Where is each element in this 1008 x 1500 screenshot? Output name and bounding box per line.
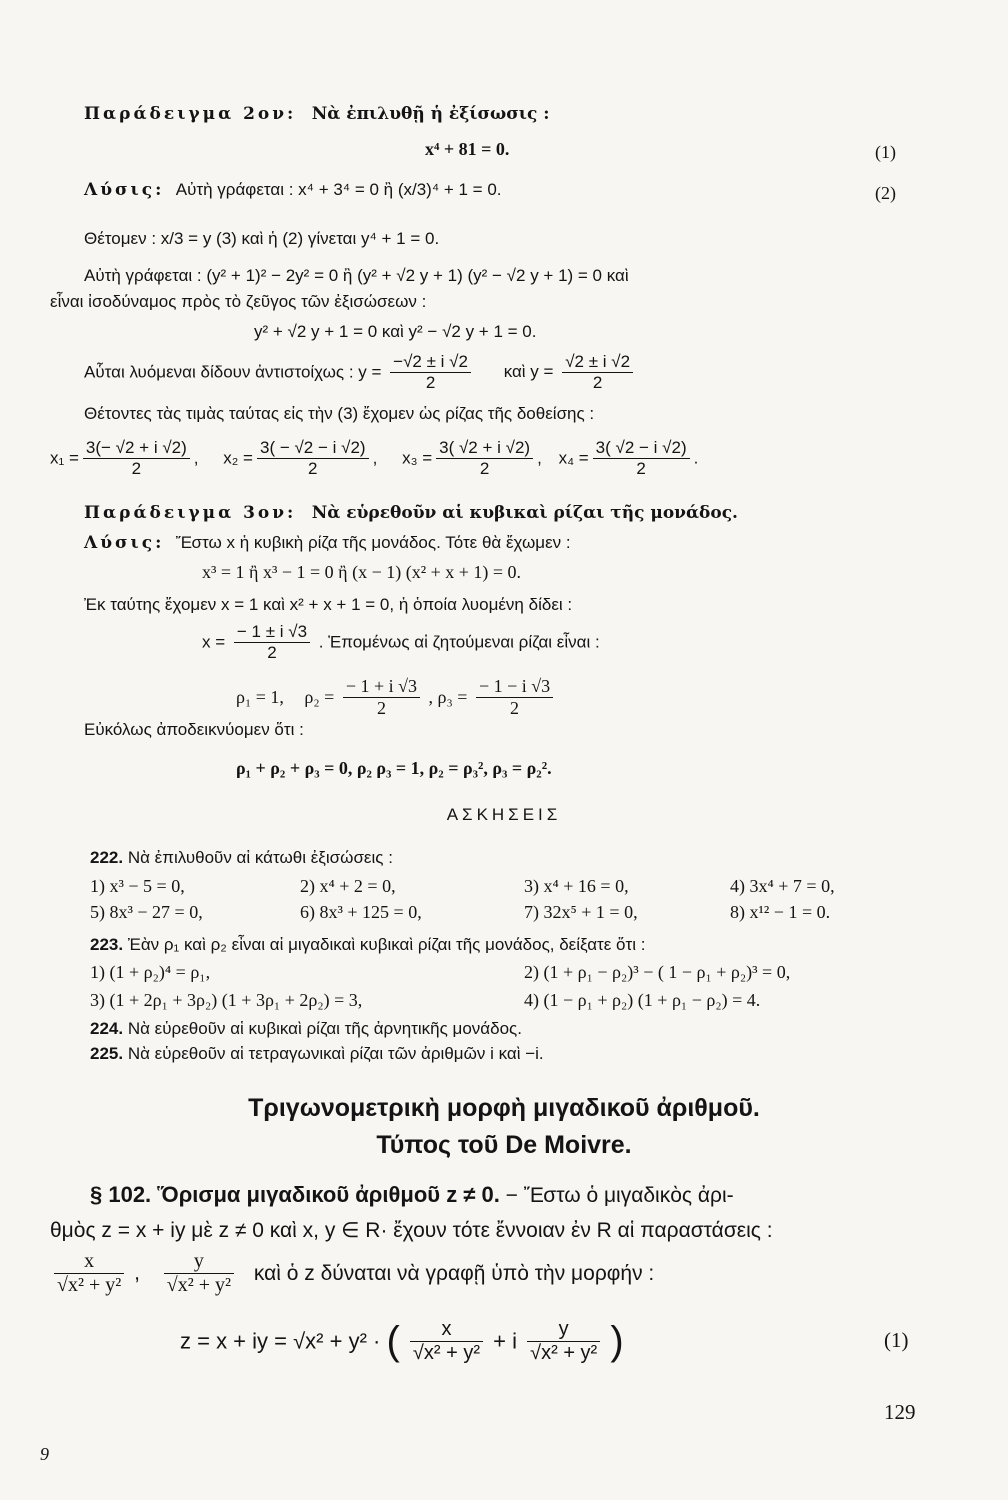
exercise-item: 4) (1 − ρ₁ + ρ₂) (1 + ρ₁ − ρ₂) = 4. xyxy=(524,990,761,1010)
numerator: 3( − √2 − i √2) xyxy=(257,438,369,459)
root-label: x₁ = xyxy=(50,448,79,468)
separator: , xyxy=(537,448,542,468)
exercises-heading: ΑΣΚΗΣΕΙΣ xyxy=(446,805,562,824)
roots-line xyxy=(50,438,698,478)
example3-solution xyxy=(84,533,571,554)
formula-left: z = x + iy = √x² + y² · xyxy=(180,1328,381,1354)
form-text: καὶ ὁ z δύναται νὰ γραφῇ ὑπὸ τὴν μορφήν : xyxy=(253,1261,655,1285)
rho3-label: , ρ₃ = xyxy=(428,686,468,707)
numerator: − 1 ± i √3 xyxy=(234,622,310,643)
fraction xyxy=(54,1250,124,1297)
x-solution-line xyxy=(202,622,600,662)
cube-equation-line: x³ = 1 ἢ x³ − 1 = 0 ἢ (x − 1) (x² + x + 1) = 0. xyxy=(202,562,522,582)
rho1: ρ₁ = 1, xyxy=(236,686,284,707)
exercise-item: 3) (1 + 2ρ₁ + 3ρ₂) (1 + 3ρ₁ + 2ρ₂) = 3, xyxy=(90,990,363,1010)
exercise-number: 225. xyxy=(90,1044,124,1063)
easily-line: Εὐκόλως ἀποδεικνύομεν ὅτι : xyxy=(84,720,304,739)
numerator: y xyxy=(164,1250,234,1274)
denominator: √x² + y² xyxy=(166,1274,232,1296)
numerator: 3(− √2 + i √2) xyxy=(83,438,190,459)
equation-number: (1) xyxy=(884,1328,909,1352)
equation-number: (2) xyxy=(875,183,896,203)
root-item xyxy=(402,438,542,478)
fraction xyxy=(593,438,690,478)
exercise-text: Νὰ ἐπιλυθοῦν αἱ κάτωθι ἐξισώσεις : xyxy=(127,848,393,867)
root-label: x₃ = xyxy=(402,448,433,468)
fraction xyxy=(234,622,310,662)
denominator: 2 xyxy=(308,458,318,478)
equation-pair: y² + √2 y + 1 = 0 καὶ y² − √2 y + 1 = 0. xyxy=(254,322,537,341)
numerator: √2 ± i √2 xyxy=(562,352,633,373)
example2-solution xyxy=(84,180,502,201)
fraction xyxy=(390,352,471,392)
root-label: x₄ = xyxy=(558,448,589,468)
exercise-item: 1) x³ − 5 = 0, xyxy=(90,876,185,896)
exercise-text: Νὰ εὑρεθοῦν αἱ τετραγωνικαὶ ρίζαι τῶν ἀριθμῶν i καὶ −i. xyxy=(127,1044,544,1063)
denominator: 2 xyxy=(131,458,142,478)
exercise-225 xyxy=(90,1044,544,1064)
section-subtitle: Τύπος τοῦ De Moivre. xyxy=(376,1131,632,1159)
right-paren: ) xyxy=(610,1319,624,1363)
denominator: 2 xyxy=(479,458,490,478)
fraction xyxy=(476,676,553,718)
left-paren: ( xyxy=(386,1319,400,1363)
denominator: 2 xyxy=(510,697,520,718)
plus-i: + i xyxy=(493,1328,517,1354)
x-label: x = xyxy=(202,632,226,652)
exercise-item: 2) x⁴ + 2 = 0, xyxy=(300,876,396,896)
solution-text: Ἔστω x ἡ κυβικὴ ρίζα τῆς μονάδος. Τότε θὰ ἔχωμεν : xyxy=(175,533,571,552)
fraction xyxy=(410,1318,483,1365)
equation-number: (1) xyxy=(875,142,896,162)
exercise-item: 8) x¹² − 1 = 0. xyxy=(730,902,831,922)
exercise-223 xyxy=(90,935,645,955)
exercise-item: 1) (1 + ρ₂)⁴ = ρ₁, xyxy=(90,962,211,982)
root-item xyxy=(223,438,378,478)
identities-line: ρ₁ + ρ₂ + ρ₃ = 0, ρ₂ ρ₃ = 1, ρ₂ = ρ₃², ρ₃ = ρ₂². xyxy=(236,758,552,778)
fraction xyxy=(83,438,190,478)
exercise-text: Νὰ εὑρεθοῦν αἱ κυβικαὶ ρίζαι τῆς ἀρνητικῆς μονάδος. xyxy=(127,1019,522,1038)
exercise-item: 3) x⁴ + 16 = 0, xyxy=(524,876,629,896)
example3-prompt: Νὰ εὑρεθοῦν αἱ κυβικαὶ ρίζαι τῆς μονάδος. xyxy=(311,503,738,523)
exercise-number: 223. xyxy=(90,935,124,954)
exercise-item: 6) 8x³ + 125 = 0, xyxy=(300,902,422,922)
comma: , xyxy=(134,1261,140,1285)
from-this-line: Ἐκ ταύτης ἔχομεν x = 1 καὶ x² + x + 1 = 0, ἡ ὁποία λυομένη δίδει : xyxy=(84,595,573,614)
exercise-text: Ἐὰν ρ₁ καὶ ρ₂ εἶναι αἱ μιγαδικαὶ κυβικαὶ ρίζαι τῆς μονάδος, δείξατε ὅτι : xyxy=(127,935,646,954)
fraction xyxy=(343,676,420,718)
paragraph-102-line2: θμὸς z = x + iy μὲ z ≠ 0 καὶ x, y ∈ R· ἔχουν τότε ἔννοιαν ἐν R αἱ παραστάσεις : xyxy=(50,1219,773,1242)
solution-label: Λύσις: xyxy=(84,533,165,553)
trig-form-formula xyxy=(180,1318,624,1365)
section-title: Τριγωνομετρικὴ μορφὴ μιγαδικοῦ ἀριθμοῦ. xyxy=(248,1094,760,1122)
solve-line xyxy=(84,352,637,392)
exercise-224 xyxy=(90,1019,522,1039)
solution-text: Αὐτὴ γράφεται : x⁴ + 3⁴ = 0 ἢ (x/3)⁴ + 1 = 0. xyxy=(175,180,502,199)
rewrite-line: Αὐτὴ γράφεται : (y² + 1)² − 2y² = 0 ἢ (y² + √2 y + 1) (y² − √2 y + 1) = 0 καὶ xyxy=(84,266,629,285)
expressions-line xyxy=(50,1250,654,1297)
denominator: √x² + y² xyxy=(530,1342,598,1364)
fraction xyxy=(527,1318,600,1365)
example3-header xyxy=(84,504,738,524)
rho-line xyxy=(236,676,557,718)
denominator: 2 xyxy=(636,458,646,478)
signature-mark: 9 xyxy=(40,1444,49,1464)
solve-prefix: Αὗται λυόμεναι δίδουν ἀντιστοίχως : y = xyxy=(84,362,382,382)
example2-title: Παράδειγμα 2ον: xyxy=(84,104,297,124)
root-item xyxy=(50,438,199,478)
numerator: 3( √2 + i √2) xyxy=(436,438,533,459)
denominator: √x² + y² xyxy=(57,1274,122,1296)
solution-label: Λύσις: xyxy=(84,180,165,200)
fraction xyxy=(436,438,533,478)
exercise-222 xyxy=(90,848,393,868)
numerator: x xyxy=(410,1318,483,1342)
separator: , xyxy=(372,448,378,468)
numerator: 3( √2 − i √2) xyxy=(593,438,690,459)
exercise-number: 222. xyxy=(90,848,124,867)
exercise-item: 2) (1 + ρ₁ − ρ₂)³ − ( 1 − ρ₁ + ρ₂)³ = 0, xyxy=(524,962,791,982)
denominator: √x² + y² xyxy=(412,1342,481,1364)
example2-equation: x⁴ + 81 = 0. xyxy=(425,139,510,159)
roots-intro: Θέτοντες τὰς τιμὰς ταύτας εἰς τὴν (3) ἔχομεν ὡς ρίζας τῆς δοθείσης : xyxy=(84,404,595,423)
numerator: y xyxy=(527,1318,600,1342)
fraction xyxy=(562,352,633,392)
set-substitution: Θέτομεν : x/3 = y (3) καὶ ἡ (2) γίνεται y⁴ + 1 = 0. xyxy=(84,229,440,248)
fraction xyxy=(257,438,369,478)
exercise-item: 5) 8x³ − 27 = 0, xyxy=(90,902,203,922)
x-suffix: . Ἑπομένως αἱ ζητούμεναι ρίζαι εἶναι : xyxy=(318,632,600,652)
rho2-label: ρ₂ = xyxy=(304,686,335,707)
numerator: −√2 ± i √2 xyxy=(390,352,471,373)
numerator: − 1 − i √3 xyxy=(476,676,553,698)
exercise-number: 224. xyxy=(90,1019,124,1038)
exercise-item: 4) 3x⁴ + 7 = 0, xyxy=(730,876,835,896)
paragraph-text: − Ἔστω ὁ μιγαδικὸς ἀρι- xyxy=(499,1184,734,1207)
example2-prompt: Νὰ ἐπιλυθῇ ἡ ἐξίσωσις : xyxy=(311,104,550,124)
paragraph-102-line1 xyxy=(90,1182,734,1208)
numerator: x xyxy=(54,1250,124,1274)
root-item xyxy=(558,438,699,478)
page-number: 129 xyxy=(884,1400,916,1424)
exercise-item: 7) 32x⁵ + 1 = 0, xyxy=(524,902,638,922)
paragraph-heading: § 102. Ὅρισμα μιγαδικοῦ ἀριθμοῦ z ≠ 0. xyxy=(90,1182,500,1207)
separator: . xyxy=(693,448,699,468)
numerator: − 1 + i √3 xyxy=(343,676,420,698)
denominator: 2 xyxy=(267,642,277,662)
root-label: x₂ = xyxy=(223,448,253,468)
example3-title: Παράδειγμα 3ον: xyxy=(84,503,297,523)
denominator: 2 xyxy=(425,372,436,392)
equivalence-line: εἶναι ἰσοδύναμος πρὸς τὸ ζεῦγος τῶν ἐξισώσεων : xyxy=(50,292,427,311)
solve-and: καὶ y = xyxy=(503,362,554,382)
example2-header xyxy=(84,105,550,125)
denominator: 2 xyxy=(592,372,603,392)
denominator: 2 xyxy=(376,697,386,718)
fraction xyxy=(164,1250,234,1297)
separator: , xyxy=(193,448,199,468)
